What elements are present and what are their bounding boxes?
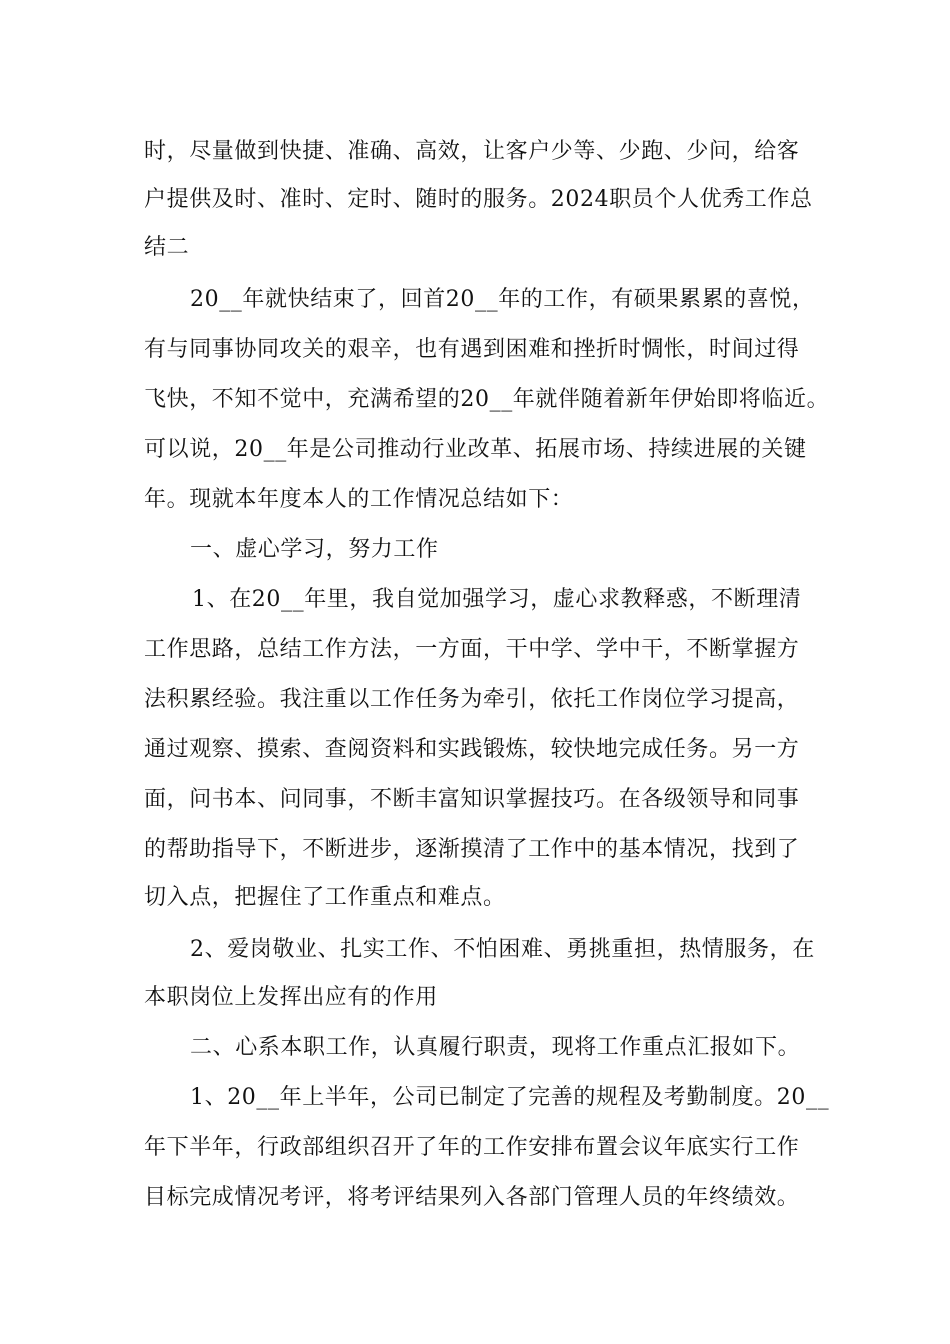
text-line: 有与同事协同攻关的艰辛，也有遇到困难和挫折时惆怅，时间过得 — [144, 337, 800, 362]
text-line: 户提供及时、准时、定时、随时的服务。2024职员个人优秀工作总 — [144, 187, 813, 212]
section-heading: 二、心系本职工作，认真履行职责，现将工作重点汇报如下。 — [190, 1035, 801, 1060]
section-heading: 一、虚心学习，努力工作 — [190, 537, 439, 562]
text-line: 工作思路，总结工作方法，一方面，干中学、学中干，不断掌握方 — [144, 637, 800, 662]
text-line: 年下半年，行政部组织召开了年的工作安排布置会议年底实行工作 — [144, 1135, 800, 1160]
text-line: 本职岗位上发挥出应有的作用 — [144, 985, 438, 1010]
paragraph-first-line: 1、20__年上半年，公司已制定了完善的规程及考勤制度。20__ — [190, 1085, 830, 1110]
text-line: 通过观察、摸索、查阅资料和实践锻炼，较快地完成任务。另一方 — [144, 737, 800, 762]
text-line: 结二 — [144, 235, 190, 260]
text-line: 目标完成情况考评，将考评结果列入各部门管理人员的年终绩效。 — [144, 1185, 800, 1210]
text-line: 飞快，不知不觉中，充满希望的20__年就伴随着新年伊始即将临近。 — [144, 387, 830, 412]
paragraph-first-line: 2、爱岗敬业、扎实工作、不怕困难、勇挑重担，热情服务，在 — [190, 937, 815, 962]
paragraph-first-line: 20__年就快结束了，回首20__年的工作，有硕果累累的喜悦， — [190, 287, 815, 312]
text-line: 法积累经验。我注重以工作任务为牵引，依托工作岗位学习提高， — [144, 687, 800, 712]
text-line: 可以说，20__年是公司推动行业改革、拓展市场、持续进展的关键 — [144, 437, 807, 462]
text-line: 的帮助指导下，不断进步，逐渐摸清了工作中的基本情况，找到了 — [144, 837, 800, 862]
text-line: 年。现就本年度本人的工作情况总结如下： — [144, 487, 574, 512]
text-line: 面，问书本、问同事，不断丰富知识掌握技巧。在各级领导和同事 — [144, 787, 800, 812]
text-line: 时，尽量做到快捷、准确、高效，让客户少等、少跑、少问，给客 — [144, 139, 800, 164]
paragraph-first-line: 1、在20__年里，我自觉加强学习，虚心求教释惑，不断理清 — [192, 587, 802, 612]
text-line: 切入点，把握住了工作重点和难点。 — [144, 885, 506, 910]
